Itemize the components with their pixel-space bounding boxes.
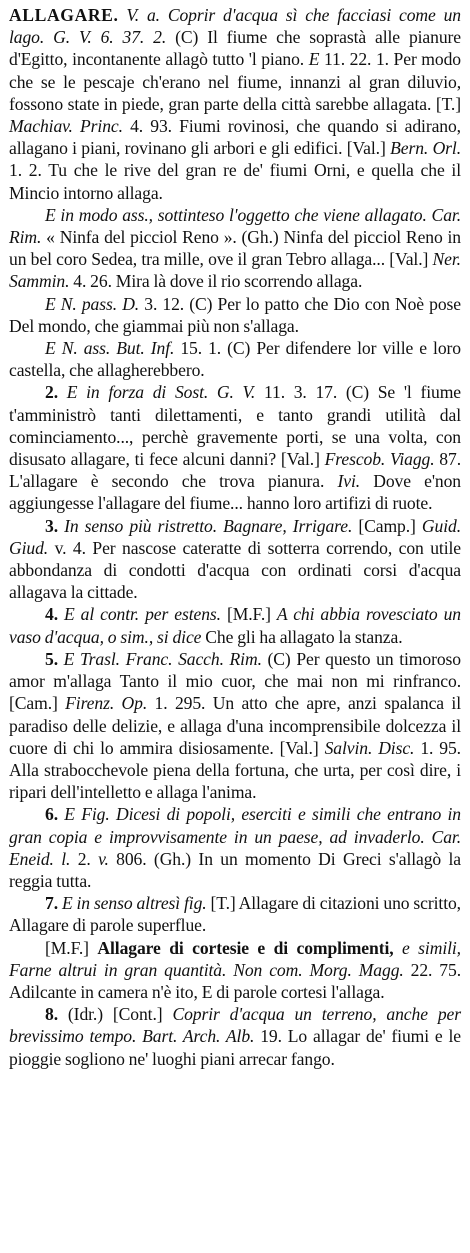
italic-text: E Fig. Dicesi di popoli, eserciti e simili che entrano in gran copia e improvvisamente in un paese, ad invaderlo. Car. Eneid. l. [9,804,461,869]
text-segment: Dove e'non aggiungesse l'allagare del fiume... hanno loro artifizi di ruote. [9,471,461,514]
italic-text: Firenz. Op. [65,693,148,714]
bold-text: 8. [45,1004,68,1025]
italic-text: E N. ass. But. Inf. [45,338,175,359]
text-segment: 15. 1. (C) Per difendere lor ville e loro castella, che allagherebbero. [9,338,461,381]
italic-text: Frescob. Viagg. [324,449,435,470]
paragraph-sense-6 [9,803,461,892]
text-segment: « Ninfa del picciol Reno ». (Gh.) Ninfa del picciol Reno in un bel coro Sedea, tra mille, ove il gran Tebro allaga... [Val.] [9,227,461,270]
text-segment: 3. 12. (C) Per lo patto che Dio con Noè pose Del mondo, che giammai più non s'allaga. [9,293,461,336]
paragraph-sense-npass [9,293,461,337]
text-segment: [T.] Allagare di citazioni uno scritto, Allagare di parole superflue. [9,893,461,936]
paragraph-sense-8 [9,1003,461,1070]
text-segment: 1. 95. Alla strabocchevole piena della fortuna, che urta, per così dire, i ripari dell'intelletto e allaga l'anima. [9,737,461,803]
italic-text: Machiav. Princ. [9,116,123,137]
bold-text: 2. [45,382,67,403]
italic-text: E in senso altresì fig. [61,893,207,914]
text-segment: 806. (Gh.) In un momento Di Greci s'allagò la reggia tutta. [9,848,461,891]
headword: ALLAGARE. [9,5,119,25]
paragraph-sense-2 [9,381,461,514]
paragraph-sense-nass [9,337,461,381]
text-segment: [M.F.] [220,604,277,625]
italic-text: E al contr. per estens. [64,604,221,625]
italic-text: V. a. Coprir d'acqua sì che facciasi come un lago. G. V. 6. 37. 2. [9,5,461,48]
text-segment: v. 4. Per nascose cateratte di sotterra correndo, con utile abbondanza di condotti d'acqua con ordinati corsi d'acqua allagava la cittade. [9,537,461,603]
text-segment: 87. L'allagare è secondo che trova pianura. [9,449,462,492]
text-segment: 22. 75. Adilcante in camera n'è ito, E di parole cortesi l'allaga. [9,959,461,1002]
text-segment: 4. 93. Fiumi rovinosi, che quando si adirano, allagano i piani, rovinano gli arbori e gli edifici. [Val.] [9,116,461,159]
text-segment: Che gli ha allagato la stanza. [201,626,403,647]
text-segment: 2. [70,848,99,869]
italic-text: Bern. Orl. [390,138,462,159]
paragraph-sense-4 [9,603,461,647]
bold-text: 6. [45,804,65,825]
italic-text: e simili, Farne altrui in gran quantità. Non com. Morg. Magg. [9,937,461,980]
text-segment: 11. 22. 1. Per modo che se le pescaje ch'erano nel fiume, innanzi al gran diluvio, fossono state in piede, gran parte della città sarebbe allagata. [T.] [9,49,461,114]
paragraph-sense-3 [9,515,461,604]
italic-text: In senso più ristretto. Bagnare, Irrigare. [64,515,353,536]
bold-text: 7. [45,893,62,914]
bold-text: Allagare di cortesie e di complimenti, [97,937,394,958]
paragraph-sense-5 [9,648,461,803]
text-segment [394,938,402,958]
italic-text: Ner. Sammin. [9,249,461,292]
dictionary-entry-allagare [9,4,461,1070]
text-segment: (C) Il fiume che soprastà alle pianure d'Egitto, incontanente allagò tutto 'l piano. [9,27,462,70]
text-segment: 1. 295. Un atto che apre, anzi spalanca il paradiso delle delizie, e allaga d'una incomprensibile dolcezza il cuore di chi lo ammira disiosamente. [Val.] [9,693,461,758]
italic-text: v. [98,848,109,869]
text-segment: 11. 3. 17. (C) Se 'l fiume t'amministrò tanti dilettamenti, e tanto grandi utilità dal cominciamento..., perchè gravemente porti, se una volta, con disusato allagare, ti fece alcuni danni? [Val.] [9,382,461,470]
italic-text: Coprir d'acqua un terreno, anche per brevissimo tempo. Bart. Arch. Alb. [9,1004,461,1047]
paragraph-sense-7b [9,937,461,1004]
text-segment: (C) Per questo un timoroso amor m'allaga Tanto il mio cuor, che mai non mi rinfranco. [Cam.] [9,648,461,714]
italic-text: E N. pass. D. [45,293,140,314]
bold-text: 3. [45,515,65,536]
italic-text: Guid. Giud. [9,515,461,558]
paragraph-sense-ass [9,204,461,293]
bold-text: 5. [45,648,64,669]
italic-text: E in modo ass., sottinteso l'oggetto che viene allagato. Car. Rim. [9,204,461,248]
text-segment: 4. 26. Mira là dove il rio scorrendo allaga. [69,271,363,292]
text-segment: 19. Lo allagar de' fiumi e le pioggie sogliono ne' luoghi piani arrecar fango. [9,1026,461,1069]
paragraph-sense-main [9,4,461,204]
italic-text: Ivi. [337,471,361,492]
text-segment: (Idr.) [Cont.] [67,1004,173,1025]
italic-text: E [308,49,320,70]
italic-text: A chi abbia rovesciato un vaso d'acqua, o sim., si dice [9,604,461,647]
text-segment: 1. 2. Tu che le rive del gran re de' fiumi Orni, e quella che il Mincio intorno allaga. [9,160,461,203]
italic-text: E in forza di Sost. G. V. [66,382,256,403]
italic-text: Salvin. Disc. [324,737,415,758]
italic-text: E Trasl. Franc. Sacch. Rim. [63,648,262,669]
paragraph-sense-7 [9,892,461,936]
bold-text: 4. [45,604,64,625]
text-segment: [M.F.] [45,937,98,958]
text-segment: [Camp.] [352,515,422,536]
